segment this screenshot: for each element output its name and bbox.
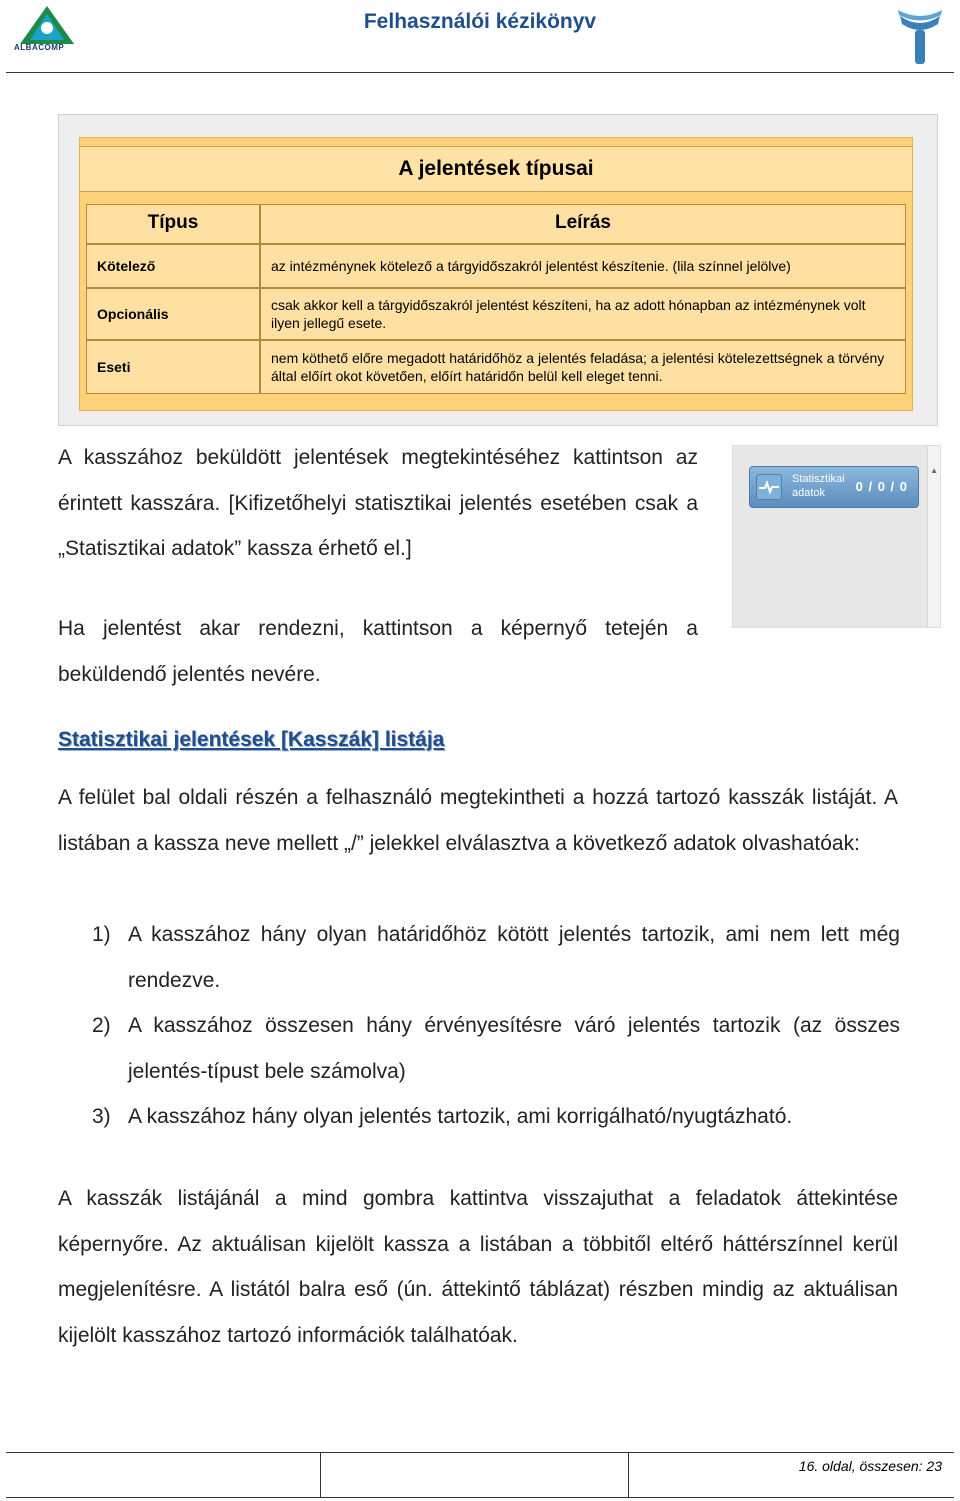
section-paragraph-2: A kasszák listájánál a mind gombra kattintva visszajuthat a feladatok áttekintése képernyőre. Az aktuálisan kijelölt kassza a listában a többitől eltérő háttérszínnel kerül megjelenítésre. A listától balra eső (ún. áttekintő táblázat) részben mindig az aktuálisan kijelölt kasszához tartozó információk találhatóak. (58, 1187, 898, 1347)
footer-divider (320, 1452, 321, 1497)
albacomp-logo-text: ALBACOMP (14, 43, 65, 52)
column-header-type: Típus (86, 204, 260, 244)
list-item-number: 2) (92, 1014, 111, 1037)
footer-bottom-rule (6, 1497, 954, 1498)
footer-divider (628, 1452, 629, 1497)
statistics-data-label: Statisztikai adatok (792, 473, 845, 499)
widget-scrollbar[interactable] (927, 446, 940, 627)
page-title: Felhasználói kézikönyv (363, 10, 597, 33)
page-header (0, 0, 960, 74)
report-types-figure (58, 114, 938, 426)
pulse-icon (756, 474, 782, 500)
report-types-title: A jelentések típusai (80, 146, 912, 192)
row-type-mandatory: Kötelező (86, 244, 260, 288)
header-divider (6, 72, 954, 73)
statistics-data-button[interactable] (749, 466, 919, 508)
list-item (58, 1003, 900, 1094)
section-paragraph-1: A felület bal oldali részén a felhasználó megtekintheti a hozzá tartozó kasszák listáját. A listában a kassza neve mellett „/” jelekkel elválasztva a következő adatok olvashatóak: (58, 786, 898, 855)
section-title: Statisztikai jelentések [Kasszák] listája (58, 728, 445, 751)
page-number: 16. oldal, összesen: 23 (798, 1458, 942, 1474)
list-item-text: A kasszához hány olyan jelentés tartozik, ami korrigálható/nyugtázható. (128, 1105, 793, 1128)
list-item (58, 1094, 900, 1140)
list-item-text: A kasszához összesen hány érvényesítésre váró jelentés tartozik (az összes jelentés-típust bele számolva) (128, 1014, 900, 1083)
statistics-data-counts: 0 / 0 / 0 (855, 479, 908, 494)
row-description-mandatory: az intézménynek kötelező a tárgyidőszakról jelentést készítenie. (lila színnel jelölve) (260, 244, 906, 288)
intro-paragraph-2: Ha jelentést akar rendezni, kattintson a képernyő tetején a beküldendő jelentés nevére. (58, 617, 698, 686)
column-header-description: Leírás (260, 204, 906, 244)
list-item-number: 3) (92, 1105, 111, 1128)
list-item-number: 1) (92, 923, 111, 946)
list-item-text: A kasszához hány olyan határidőhöz kötött jelentés tartozik, ami nem lett még rendezve. (128, 923, 900, 992)
ministry-logo-icon (894, 6, 946, 68)
footer-top-rule (6, 1452, 954, 1453)
row-description-occasional: nem köthető előre megadott határidőhöz a jelentés feladása; a jelentési kötelezettségnek a törvény által előírt okot követően, előírt határidőn belül kell eleget tenni. (260, 340, 906, 394)
scroll-up-arrow-icon: ▲ (930, 466, 938, 475)
intro-paragraph-1: A kasszához beküldött jelentések megtekintéséhez kattintson az érintett kasszára. [Kifizetőhelyi statisztikai jelentés esetében csak a „Statisztikai adatok” kassza érhető el.] (58, 446, 698, 560)
report-types-table (79, 137, 913, 411)
row-description-optional: csak akkor kell a tárgyidőszakról jelentést készíteni, ha az adott hónapban az intézménynek volt ilyen jellegű esete. (260, 288, 906, 340)
list-item (58, 912, 900, 1003)
count-explanation-list (58, 912, 900, 1140)
row-type-occasional: Eseti (86, 340, 260, 394)
statistics-widget-screenshot (732, 445, 941, 628)
row-type-optional: Opcionális (86, 288, 260, 340)
